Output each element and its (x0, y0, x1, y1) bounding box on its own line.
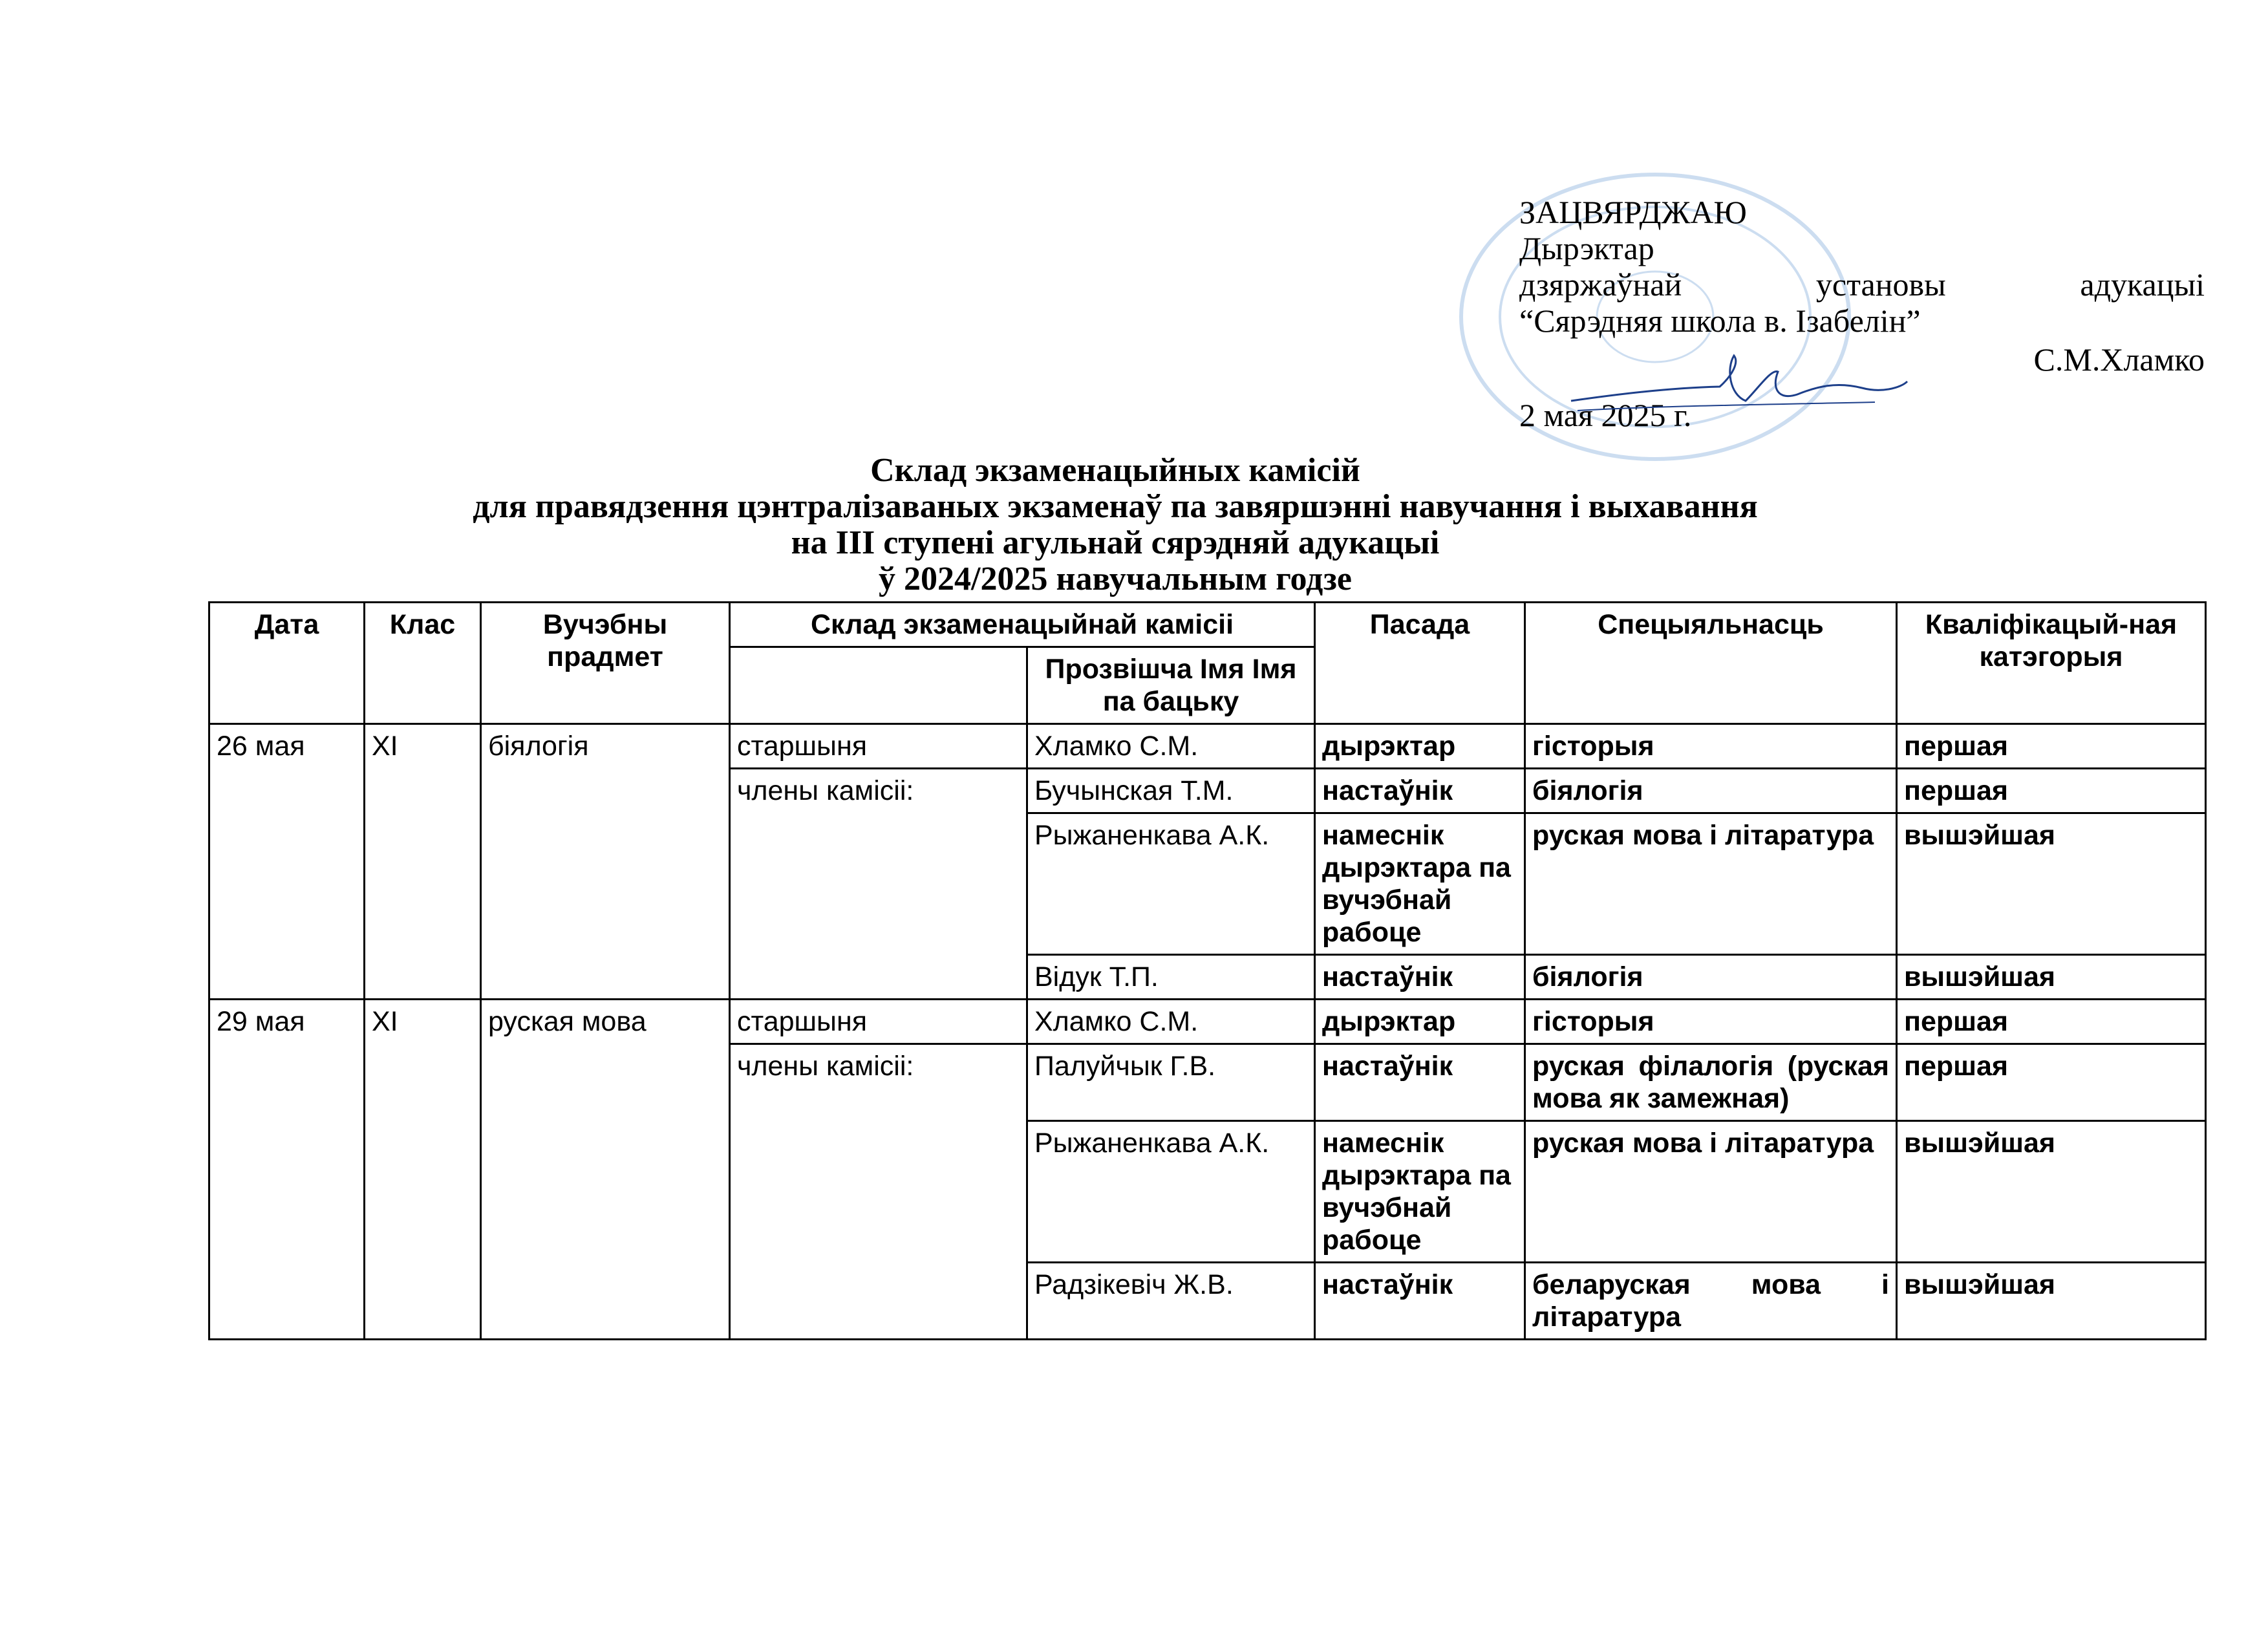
exam-class: XI (365, 724, 481, 1000)
member-name: Рыжаненкава А.К. (1027, 813, 1315, 955)
member-category: вышэйшая (1897, 813, 2206, 955)
member-specialty: руская мова і літаратура (1525, 813, 1897, 955)
member-specialty: біялогія (1525, 955, 1897, 1000)
handwritten-signature (1565, 349, 1914, 420)
table-row (209, 724, 2206, 769)
member-position: настаўнік (1315, 1044, 1525, 1121)
member-specialty: руская філалогія (руская мова як замежная) (1525, 1044, 1897, 1121)
member-specialty: руская мова і літаратура (1525, 1121, 1897, 1263)
member-name: Відук Т.П. (1027, 955, 1315, 1000)
member-position: настаўнік (1315, 955, 1525, 1000)
member-position: дырэктар (1315, 724, 1525, 769)
title-line-4: ў 2024/2025 навучальным годзе (879, 561, 1352, 597)
approval-heading: ЗАЦВЯРДЖАЮ (1519, 194, 1747, 230)
member-category: вышэйшая (1897, 1121, 2206, 1263)
approval-date: 2 мая 2025 г. (1519, 397, 1692, 433)
member-name: Хламко С.М. (1027, 724, 1315, 769)
commission-table (208, 601, 2207, 1340)
member-specialty: беларуская мова і літаратура (1525, 1263, 1897, 1340)
header-position: Пасада (1315, 603, 1525, 724)
approval-position: Дырэктар (1519, 230, 1654, 266)
member-name: Рыжаненкава А.К. (1027, 1121, 1315, 1263)
member-name: Бучынская Т.М. (1027, 769, 1315, 813)
member-specialty: гісторыя (1525, 1000, 1897, 1044)
header-name: Прозвішча Імя Імя па бацьку (1027, 647, 1315, 724)
title-line-2: для правядзення цэнтралізаваных экзаменаў па завяршэнні навучання і выхавання (473, 488, 1758, 525)
document-title (194, 453, 2037, 597)
header-specialty: Спецыяльнасць (1525, 603, 1897, 724)
exam-class: XI (365, 1000, 481, 1340)
member-name: Палуйчык Г.В. (1027, 1044, 1315, 1121)
member-name: Хламко С.М. (1027, 1000, 1315, 1044)
signer-name: С.М.Хламко (2033, 341, 2205, 378)
header-subject: Вучэбны прадмет (481, 603, 730, 724)
member-position: дырэктар (1315, 1000, 1525, 1044)
header-date: Дата (209, 603, 365, 724)
title-line-1: Склад экзаменацыйных камісій (870, 452, 1360, 489)
title-line-3: на ІІІ ступені агульнай сярэдняй адукацыі (791, 524, 1440, 561)
role-members: члены камісіі: (730, 769, 1027, 1000)
approval-institution-type: дзяржаўнай установы адукацыі (1519, 266, 2205, 303)
member-position: настаўнік (1315, 1263, 1525, 1340)
exam-subject: руская мова (481, 1000, 730, 1340)
member-position: намеснік дырэктара па вучэбнай рабоце (1315, 1121, 1525, 1263)
member-category: першая (1897, 1000, 2206, 1044)
member-position: настаўнік (1315, 769, 1525, 813)
header-category: Кваліфікацый-ная катэгорыя (1897, 603, 2206, 724)
role-chair: старшыня (730, 724, 1027, 769)
member-specialty: біялогія (1525, 769, 1897, 813)
exam-date: 29 мая (209, 1000, 365, 1340)
table-row (209, 1000, 2206, 1044)
member-category: першая (1897, 1044, 2206, 1121)
header-commission: Склад экзаменацыйнай камісіі (730, 603, 1315, 647)
member-category: першая (1897, 724, 2206, 769)
member-category: вышэйшая (1897, 955, 2206, 1000)
member-category: вышэйшая (1897, 1263, 2206, 1340)
role-members: члены камісіі: (730, 1044, 1027, 1340)
member-name: Радзікевіч Ж.В. (1027, 1263, 1315, 1340)
member-position: намеснік дырэктара па вучэбнай рабоце (1315, 813, 1525, 955)
role-chair: старшыня (730, 1000, 1027, 1044)
header-role-empty (730, 647, 1027, 724)
header-class: Клас (365, 603, 481, 724)
exam-subject: біялогія (481, 724, 730, 1000)
member-category: першая (1897, 769, 2206, 813)
exam-date: 26 мая (209, 724, 365, 1000)
member-specialty: гісторыя (1525, 724, 1897, 769)
approval-institution: “Сярэдняя школа в. Ізабелін” (1519, 303, 1921, 339)
